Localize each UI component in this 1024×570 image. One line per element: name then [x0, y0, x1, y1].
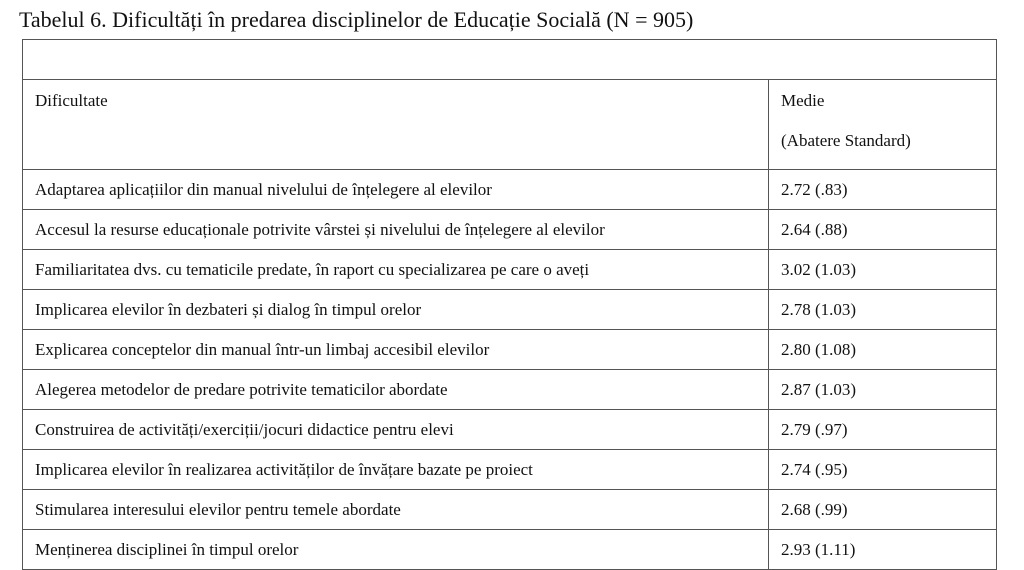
table-row [23, 210, 997, 250]
row-label: Alegerea metodelor de predare potrivite tematicilor abordate [23, 370, 769, 410]
row-value: 2.68 (.99) [769, 490, 997, 530]
row-value: 2.87 (1.03) [769, 370, 997, 410]
row-value: 2.64 (.88) [769, 210, 997, 250]
table-row [23, 370, 997, 410]
column-header-row [23, 80, 997, 170]
difficulties-table [22, 39, 997, 570]
header-sd: (Abatere Standard) [781, 131, 911, 150]
table-row [23, 450, 997, 490]
row-label: Construirea de activități/exerciții/jocuri didactice pentru elevi [23, 410, 769, 450]
table-row [23, 530, 997, 570]
row-value: 3.02 (1.03) [769, 250, 997, 290]
table-row [23, 250, 997, 290]
row-value: 2.74 (.95) [769, 450, 997, 490]
row-value: 2.93 (1.11) [769, 530, 997, 570]
header-mean: Medie [781, 91, 825, 110]
table-row [23, 330, 997, 370]
table-row [23, 410, 997, 450]
header-mean-sd [769, 80, 997, 170]
row-value: 2.79 (.97) [769, 410, 997, 450]
row-label: Explicarea conceptelor din manual într-un limbaj accesibil elevilor [23, 330, 769, 370]
table-caption: Tabelul 6. Dificultăți în predarea disciplinelor de Educație Socială (N = 905) [19, 7, 694, 32]
table-row [23, 170, 997, 210]
row-label: Stimularea interesului elevilor pentru temele abordate [23, 490, 769, 530]
blank-header-row [23, 40, 997, 80]
row-label: Accesul la resurse educaționale potrivite vârstei și nivelului de înțelegere al elevilor [23, 210, 769, 250]
table-row [23, 290, 997, 330]
row-label: Adaptarea aplicațiilor din manual nivelului de înțelegere al elevilor [23, 170, 769, 210]
row-value: 2.80 (1.08) [769, 330, 997, 370]
row-label: Familiaritatea dvs. cu tematicile predate, în raport cu specializarea pe care o aveți [23, 250, 769, 290]
row-value: 2.72 (.83) [769, 170, 997, 210]
header-difficulty: Dificultate [23, 80, 769, 170]
row-label: Implicarea elevilor în realizarea activităților de învățare bazate pe proiect [23, 450, 769, 490]
row-value: 2.78 (1.03) [769, 290, 997, 330]
row-label: Implicarea elevilor în dezbateri și dialog în timpul orelor [23, 290, 769, 330]
row-label: Menținerea disciplinei în timpul orelor [23, 530, 769, 570]
table-row [23, 490, 997, 530]
blank-cell [23, 40, 997, 80]
